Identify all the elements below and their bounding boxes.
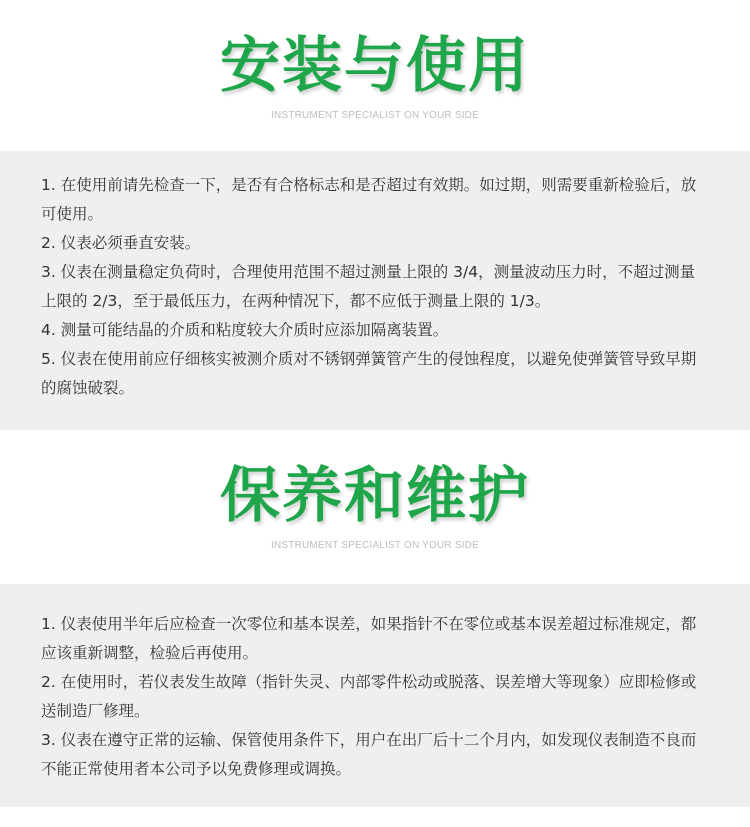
maintenance-instructions-box <box>0 584 750 807</box>
section-header-maintenance <box>0 461 750 556</box>
install-item-3: 3. 仪表在测量稳定负荷时，合理使用范围不超过测量上限的 3/4，测量波动压力时，不超过测量上限的 2/3，至于最低压力，在两种情况下，都不应低于测量上限的 1/3。 <box>41 263 696 310</box>
section-header-install <box>0 31 750 121</box>
section-subtitle-maintenance: INSTRUMENT SPECIALIST ON YOUR SIDE <box>271 540 479 551</box>
maintenance-item-2: 2. 在使用时，若仪表发生故障（指针失灵、内部零件松动或脱落、误差增大等现象）应即检修或送制造厂修理。 <box>41 673 697 720</box>
install-item-2: 2. 仪表必须垂直安装。 <box>41 234 201 252</box>
maintenance-item-3: 3. 仪表在遵守正常的运输、保管使用条件下，用户在出厂后十二个月内，如发现仪表制造不良而不能正常使用者本公司予以免费修理或调换。 <box>41 731 697 778</box>
install-item-5: 5. 仪表在使用前应仔细核实被测介质对不锈钢弹簧管产生的侵蚀程度，以避免使弹簧管导致早期的腐蚀破裂。 <box>41 350 697 397</box>
section-title-maintenance: 保养和维护 <box>220 461 530 531</box>
install-instructions-box <box>0 151 750 430</box>
install-item-1: 1. 在使用前请先检查一下，是否有合格标志和是否超过有效期。如过期，则需要重新检验后，放可使用。 <box>41 176 697 223</box>
maintenance-item-1: 1. 仪表使用半年后应检查一次零位和基本误差，如果指针不在零位或基本误差超过标准规定，都应该重新调整，检验后再使用。 <box>41 615 697 662</box>
section-title-install: 安装与使用 <box>220 31 530 101</box>
section-subtitle-install: INSTRUMENT SPECIALIST ON YOUR SIDE <box>271 110 479 121</box>
install-item-4: 4. 测量可能结晶的介质和粘度较大介质时应添加隔离装置。 <box>41 321 449 339</box>
